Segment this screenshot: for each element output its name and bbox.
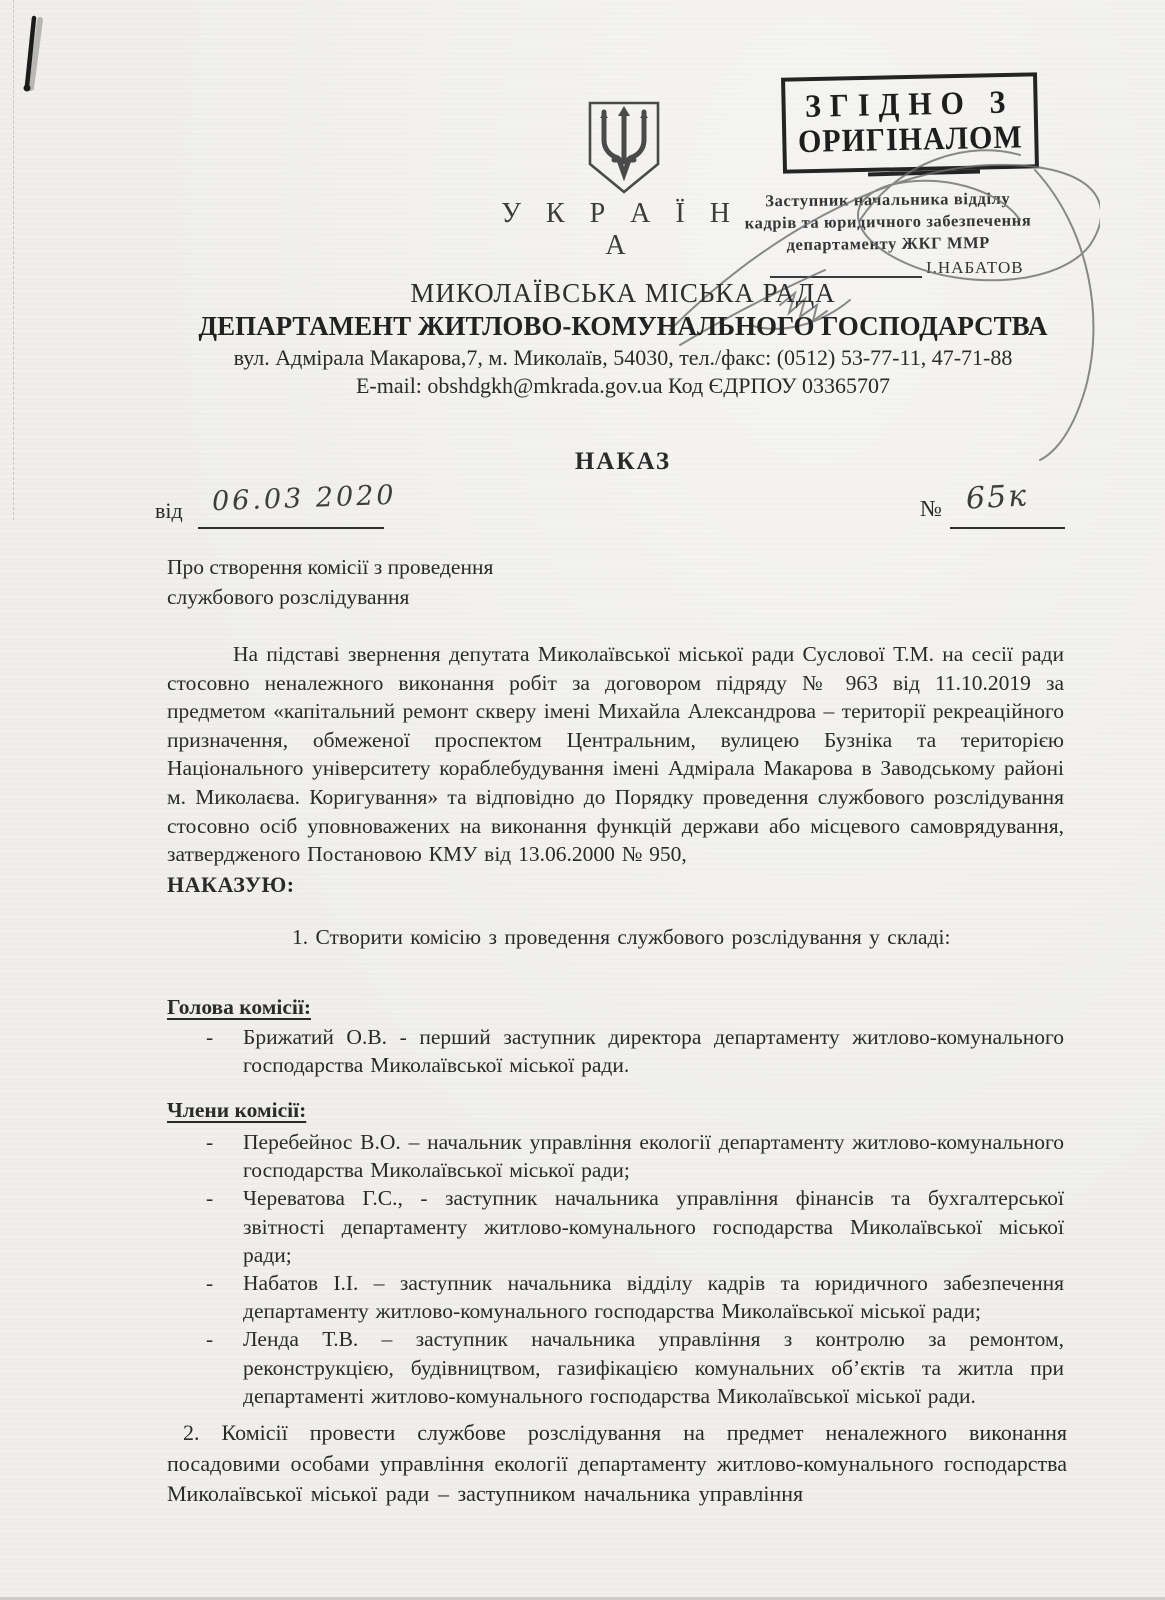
- pen-mark: [18, 12, 58, 107]
- document-title: НАКАЗ: [574, 448, 672, 475]
- list-item: [167, 1128, 1064, 1184]
- list-dash: -: [206, 1025, 214, 1049]
- list-item: [167, 1269, 1064, 1325]
- official-title-line1: Заступник начальника відділу: [765, 188, 1011, 211]
- date-label: від: [155, 498, 183, 523]
- order-item-2: 2. Комісії провести службове розслідування на предмет неналежного виконання посадовими особами управління екології департаменту житлово-комунального господарства Миколаївської міської ради – заступником начальника управління: [167, 1420, 1067, 1506]
- stamp-text-line2: ОРИГІНАЛОМ: [797, 119, 1024, 160]
- commission-member-3: Набатов І.І. – заступник начальника відділу кадрів та юридичного забезпечення департаменту житлово-комунального господарства Миколаївської міської ради;: [243, 1271, 1064, 1324]
- department-name: ДЕПАРТАМЕНТ ЖИТЛОВО-КОМУНАЛЬНОГО ГОСПОДАРСТВА: [198, 311, 1048, 341]
- number-label: №: [920, 496, 942, 521]
- list-dash: -: [206, 1186, 214, 1211]
- commission-members-list: [167, 1128, 1064, 1410]
- number-underline: [950, 527, 1065, 529]
- org-header: [81, 278, 1165, 399]
- order-item-1: 1. Створити комісію з проведення службового розслідування у складі:: [292, 925, 951, 949]
- org-name: МИКОЛАЇВСЬКА МІСЬКА РАДА: [410, 278, 836, 308]
- list-item: [167, 1325, 1064, 1410]
- handwritten-number: 65к: [965, 478, 1029, 517]
- certifying-official-title: [733, 187, 1044, 256]
- country-name: У К Р А Ї Н А: [501, 198, 739, 261]
- subject-line1: Про створення комісії з проведення: [167, 555, 494, 579]
- commission-member-2: Череватова Г.С., - заступник начальника управління фінансів та бухгалтерської звітності департаменту житлово-комунального господарства Миколаївської міської ради;: [243, 1186, 1064, 1267]
- official-title-line2: кадрів та юридичного забезпечення: [744, 210, 1032, 233]
- commission-head-member: Брижатий О.В. - перший заступник директора департаменту житлово-комунального господарства Миколаївської міської ради.: [243, 1025, 1064, 1078]
- official-title-line3: департаменту ЖКГ ММР: [786, 232, 991, 255]
- signer-name: І.НАБАТОВ: [926, 258, 1024, 277]
- order-word: НАКАЗУЮ:: [167, 872, 295, 897]
- commission-head-list: [167, 1023, 1064, 1079]
- handwritten-date: 06.03 2020: [211, 479, 398, 518]
- certified-copy-stamp: [781, 72, 1039, 173]
- list-dash: -: [206, 1130, 214, 1154]
- list-dash: -: [206, 1327, 214, 1352]
- commission-head-label: Голова комісії:: [167, 995, 311, 1019]
- stamp-text-line1: ЗГІДНО З: [804, 84, 1015, 125]
- commission-members-label: Члени комісії:: [167, 1098, 307, 1122]
- list-dash: -: [206, 1271, 214, 1296]
- date-underline: [198, 527, 384, 529]
- document-subject: [167, 552, 727, 612]
- commission-member-1: Перебейнос В.О. – начальник управління екології департаменту житлово-комунального господарства Миколаївської міської ради;: [243, 1130, 1064, 1183]
- commission-member-4: Ленда Т.В. – заступник начальника управління з контролю за ремонтом, реконструкцією, будівництвом, газифікацією комунальних об’єктів та житла при департаменті житлово-комунального господарства Миколаївської міської ради.: [243, 1327, 1064, 1408]
- list-item: [167, 1184, 1064, 1269]
- org-address: вул. Адмірала Макарова,7, м. Миколаїв, 54030, тел./факс: (0512) 53-77-11, 47-71-88: [233, 345, 1013, 370]
- coat-of-arms-trident-icon: [586, 100, 662, 196]
- subject-line2: службового розслідування: [167, 585, 410, 609]
- org-email-edrpou: E-mail: obshdgkh@mkrada.gov.ua Код ЄДРПОУ 03365707: [355, 373, 891, 398]
- scan-edge-line: [13, 0, 14, 520]
- list-item: [167, 1023, 1064, 1079]
- intro-paragraph: На підставі звернення депутата Миколаївської міської ради Суслової Т.М. на сесії ради стосовно неналежного виконання робіт за договором підряду № 963 від 11.10.2019 за предметом «капітальний ремонт скверу імені Михайла Александрова – території рекреаційного призначення, обмеженої проспектом Центральним, вулицею Бузніка та територією Національного університету кораблебудування імені Адмірала Макарова в Заводському районі м. Миколаєва. Коригування» та відповідно до Порядку проведення службового розслідування стосовно осіб уповноважених на виконання функцій держави або місцевого самоврядування, затвердженого Постановою КМУ від 13.06.2000 № 950,: [167, 642, 1064, 867]
